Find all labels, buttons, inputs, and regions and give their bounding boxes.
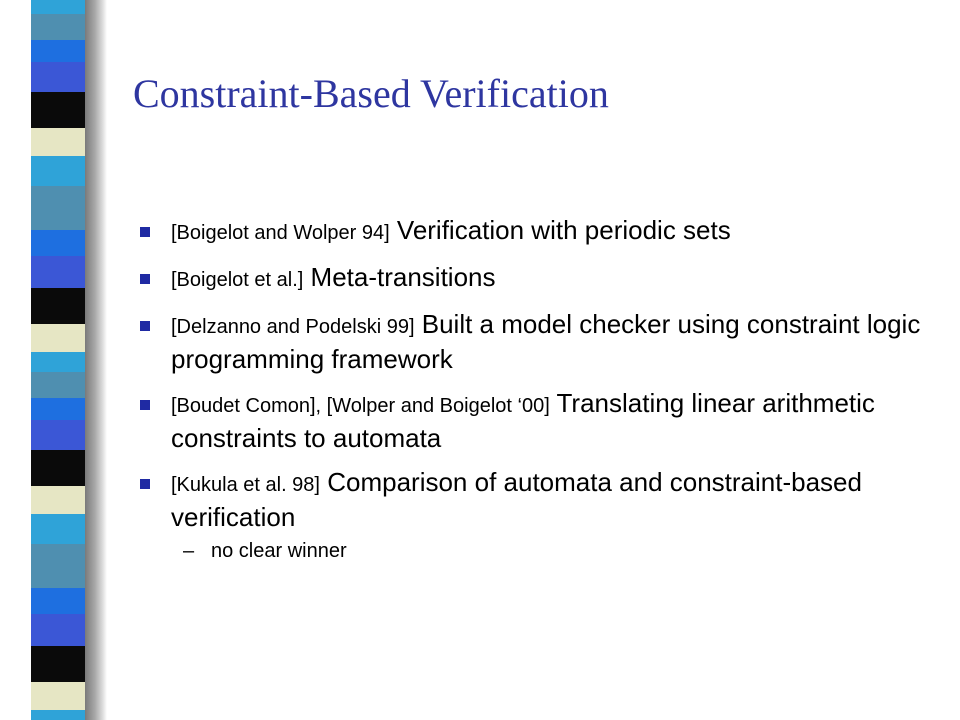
stripe-block <box>31 614 85 646</box>
stripe-block <box>31 682 85 710</box>
bullet-list <box>138 214 938 565</box>
stripe-block <box>31 324 85 352</box>
stripe-block <box>31 186 85 230</box>
stripe-block <box>31 372 85 398</box>
stripe-block <box>31 0 85 14</box>
stripe-block <box>31 92 85 128</box>
bullet-item <box>138 214 938 249</box>
dash-marker: – <box>183 540 195 562</box>
sub-bullet-text: no clear winner <box>211 540 347 562</box>
bullet-text: Built a model checker using constraint logic programming framework <box>171 309 921 374</box>
stripe-shadow <box>85 0 107 720</box>
bullet-item <box>138 387 938 454</box>
square-bullet-icon <box>140 321 150 331</box>
stripe-block <box>31 352 85 372</box>
stripe-block <box>31 288 85 324</box>
bullet-text: Verification with periodic sets <box>396 215 731 245</box>
stripe-block <box>31 710 85 720</box>
stripe-block <box>31 14 85 40</box>
stripe-block <box>31 486 85 514</box>
stripe-block <box>31 156 85 186</box>
square-bullet-icon <box>140 274 150 284</box>
stripe-block <box>31 128 85 156</box>
slide-title: Constraint-Based Verification <box>133 71 609 116</box>
bullet-citation: [Boudet Comon], [Wolper and Boigelot ‘00] <box>171 395 550 417</box>
stripe-block <box>31 450 85 486</box>
stripe-block <box>31 420 85 450</box>
bullet-item <box>138 308 938 375</box>
bullet-citation: [Boigelot and Wolper 94] <box>171 222 390 244</box>
bullet-citation: [Delzanno and Podelski 99] <box>171 316 415 338</box>
stripe-block <box>31 230 85 256</box>
stripe-block <box>31 62 85 92</box>
bullet-citation: [Kukula et al. 98] <box>171 474 320 496</box>
bullet-text: Meta-transitions <box>310 262 496 292</box>
bullet-item <box>138 466 938 533</box>
bullet-text: Translating linear arithmetic constraints to automata <box>171 388 875 453</box>
square-bullet-icon <box>140 400 150 410</box>
stripe-block <box>31 588 85 614</box>
bullet-text: Comparison of automata and constraint-based verification <box>171 467 862 532</box>
stripe-block <box>31 514 85 544</box>
square-bullet-icon <box>140 479 150 489</box>
sub-bullet-item <box>138 537 938 565</box>
stripe-block <box>31 398 85 420</box>
bullet-citation: [Boigelot et al.] <box>171 269 304 291</box>
decorative-stripe <box>31 0 85 720</box>
square-bullet-icon <box>140 227 150 237</box>
stripe-block <box>31 544 85 588</box>
stripe-block <box>31 40 85 62</box>
stripe-block <box>31 646 85 682</box>
stripe-block <box>31 256 85 288</box>
bullet-item <box>138 261 938 296</box>
